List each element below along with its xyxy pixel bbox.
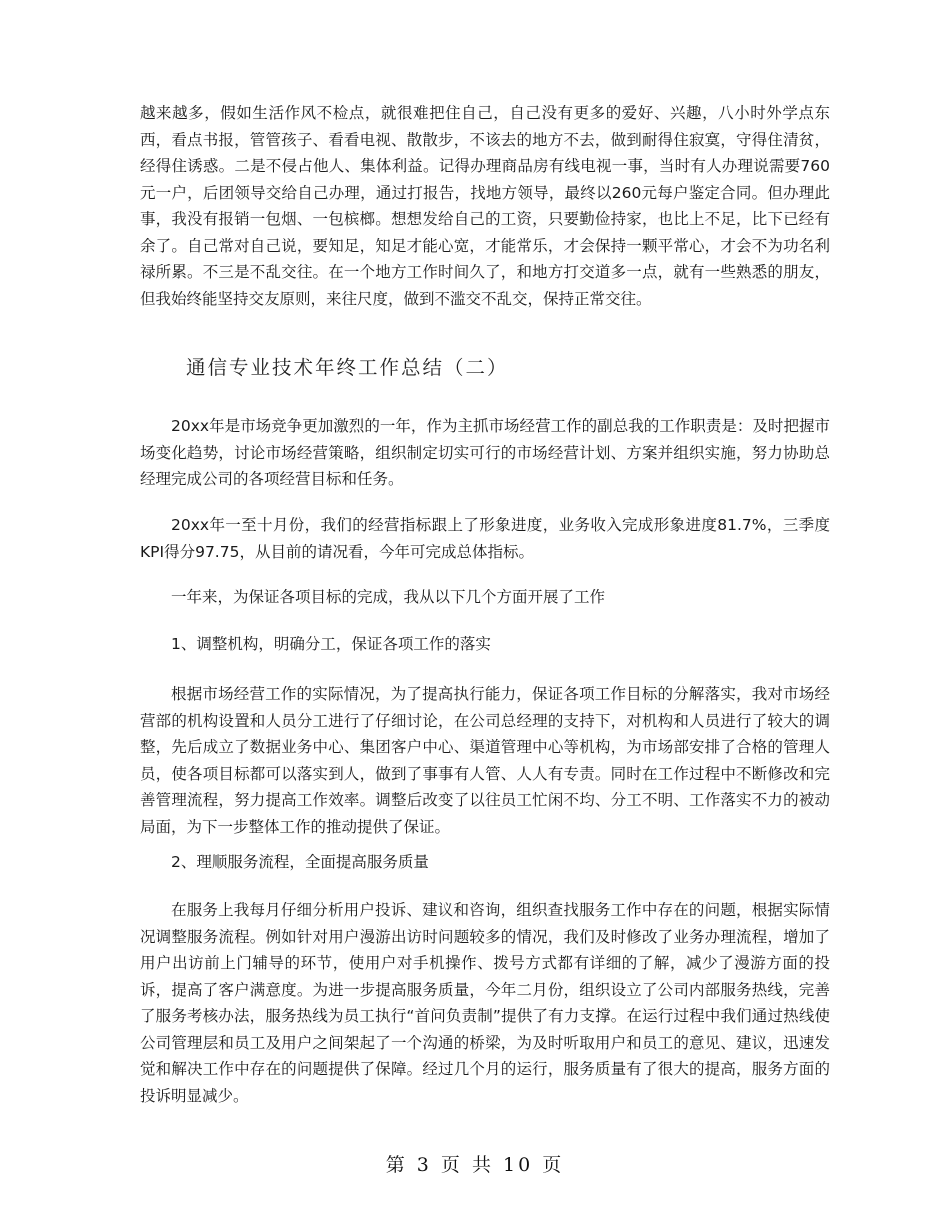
section-heading: 通信专业技术年终工作总结（二） — [186, 356, 509, 379]
continuation-paragraph: 越来越多，假如生活作风不检点，就很难把住自己，自己没有更多的爱好、兴趣，八小时外学点东西，看点书报，管管孩子、看看电视、散散步，不该去的地方不去，做到耐得住寂寞，守得住清贫，经得住诱惑。二是不侵占他人、集体利益。记得办理商品房有线电视一事，当时有人办理说需要760元一户，后团领导交给自己办理，通过打报告，找地方领导，最终以260元每户鉴定合同。但办理此事，我没有报销一包烟、一包槟榔。想想发给自己的工资，只要勤俭持家，也比上不足，比下已经有余了。自己常对自己说，要知足，知足才能心宽，才能常乐，才会保持一颗平常心，才会不为功名利禄所累。不三是不乱交往。在一个地方工作时间久了，和地方打交道多一点，就有一些熟悉的朋友，但我始终能坚持交友原则，来往尺度，做到不滥交不乱交，保持正常交往。 — [140, 104, 830, 308]
paragraph-intro: 一年来，为保证各项目标的完成，我从以下几个方面开展了工作 — [171, 588, 606, 606]
page-footer: 第 3 页 共 10 页 — [385, 1154, 565, 1176]
subheading-2: 2、理顺服务流程，全面提高服务质量 — [171, 853, 429, 871]
paragraph-duties: 20xx年是市场竞争更加激烈的一年，作为主抓市场经营工作的副总我的工作职责是：及时把握市场变化趋势，讨论市场经营策略，组织制定切实可行的市场经营计划、方案并组织实施，努力协助总经理完成公司的各项经营目标和任务。 — [140, 417, 830, 488]
paragraph-service: 在服务上我每月仔细分析用户投诉、建议和咨询，组织查找服务工作中存在的问题，根据实际情况调整服务流程。例如针对用户漫游出访时问题较多的情况，我们及时修改了业务办理流程，增加了用户出访前上门辅导的环节，使用户对手机操作、拨号方式都有详细的了解，减少了漫游方面的投诉，提高了客户满意度。为进一步提高服务质量，今年二月份，组织设立了公司内部服务热线，完善了服务考核办法，服务热线为员工执行“首问负责制”提供了有力支撑。在运行过程中我们通过热线使公司管理层和员工及用户之间架起了一个沟通的桥梁，为及时听取用户和员工的意见、建议，迅速发觉和解决工作中存在的问题提供了保障。经过几个月的运行，服务质量有了很大的提高，服务方面的投诉明显减少。 — [140, 901, 830, 1105]
subheading-1: 1、调整机构，明确分工，保证各项工作的落实 — [171, 635, 491, 653]
paragraph-structure: 根据市场经营工作的实际情况，为了提高执行能力，保证各项工作目标的分解落实，我对市场经营部的机构设置和人员分工进行了仔细讨论，在公司总经理的支持下，对机构和人员进行了较大的调整，先后成立了数据业务中心、集团客户中心、渠道管理中心等机构，为市场部安排了合格的管理人员，使各项目标都可以落实到人，做到了事事有人管、人人有专责。同时在工作过程中不断修改和完善管理流程，努力提高工作效率。调整后改变了以往员工忙闲不均、分工不明、工作落实不力的被动局面，为下一步整体工作的推动提供了保证。 — [140, 685, 830, 836]
paragraph-progress: 20xx年一至十月份，我们的经营指标跟上了形象进度，业务收入完成形象进度81.7%，三季度KPI得分97.75，从目前的请况看，今年可完成总体指标。 — [140, 516, 830, 561]
